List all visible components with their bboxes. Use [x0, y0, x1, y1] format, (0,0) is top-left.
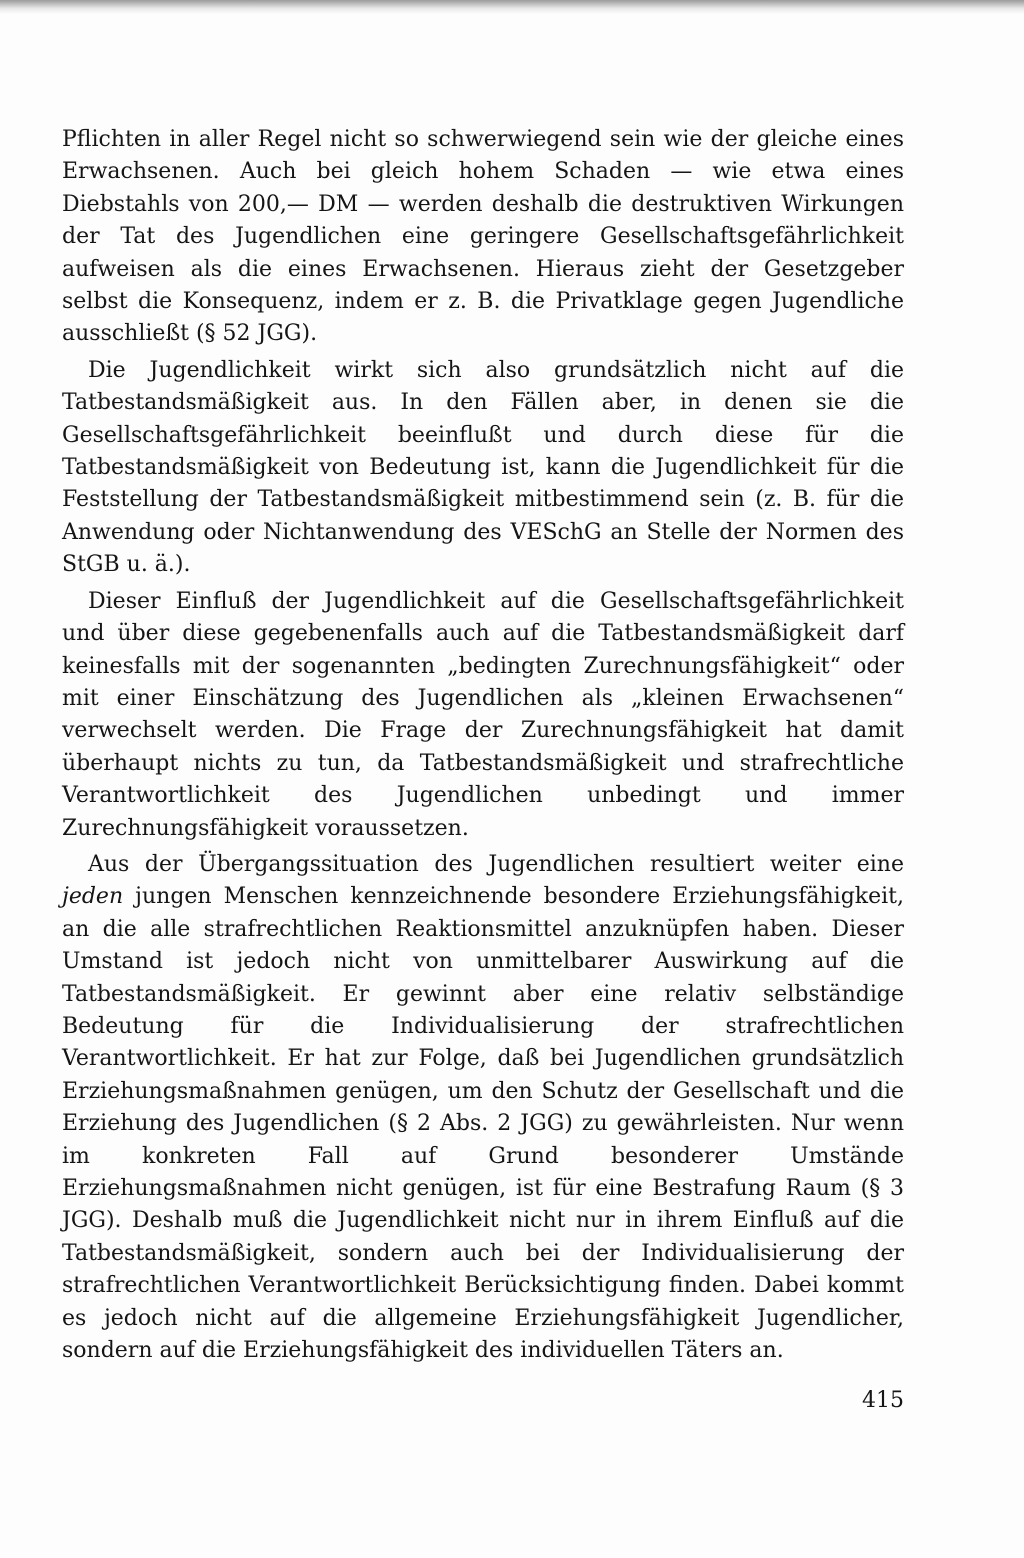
page-number: 415: [862, 1388, 904, 1413]
scan-edge: [0, 0, 1024, 14]
body-text: [62, 124, 904, 1371]
paragraph-4-before: Aus der Übergangssituation des Jugendlichen resultiert weiter eine: [88, 851, 904, 877]
paragraph-3: Dieser Einfluß der Jugendlichkeit auf die Gesellschaftsgefährlichkeit und über diese gegebenenfalls auch auf die Tatbestandsmäßigkeit darf keinesfalls mit der sogenannten „bedingten Zurechnungsfähigkeit“ oder mit einer Einschätzung des Jugendlichen als „kleinen Erwachsenen“ verwechselt werden. Die Frage der Zurechnungsfähigkeit hat damit überhaupt nichts zu tun, da Tatbestandsmäßigkeit und strafrechtliche Verantwortlichkeit des Jugendlichen unbedingt und immer Zurechnungsfähigkeit voraussetzen.: [62, 588, 904, 841]
paragraph-2: Die Jugendlichkeit wirkt sich also grundsätzlich nicht auf die Tatbestandsmäßigkeit aus. In den Fällen aber, in denen sie die Gesellschaftsgefährlichkeit beeinflußt und durch diese für die Tatbestandsmäßigkeit von Bedeutung ist, kann die Jugendlichkeit für die Feststellung der Tatbestandsmäßigkeit mitbestimmend sein (z. B. für die Anwendung oder Nichtanwendung des VESchG an Stelle der Normen des StGB u. ä.).: [62, 357, 904, 578]
paragraph-4: [62, 849, 904, 1368]
paragraph-1: Pflichten in aller Regel nicht so schwerwiegend sein wie der gleiche eines Erwachsenen. Auch bei gleich hohem Schaden — wie etwa eines Diebstahls von 200,— DM — werden deshalb die destruktiven Wirkungen der Tat des Jugendlichen eine geringere Gesellschaftsgefährlichkeit aufweisen als die eines Erwachsenen. Hieraus zieht der Gesetzgeber selbst die Konsequenz, indem er z. B. die Privatklage gegen Jugendliche ausschließt (§ 52 JGG).: [62, 127, 904, 347]
paragraph-4-emphasis: jeden: [62, 884, 124, 910]
paragraph-4-after: jungen Menschen kennzeichnende besondere Erziehungsfähigkeit, an die alle strafrechtlichen Reaktionsmittel anzuknüpfen haben. Dieser Umstand ist jedoch nicht von unmittelbarer Auswirkung auf die Tatbestandsmäßigkeit. Er gewinnt aber eine relativ selbständige Bedeutung für die Individualisierung der strafrechtlichen Verantwortlichkeit. Er hat zur Folge, daß bei Jugendlichen grundsätzlich Erziehungsmaßnahmen genügen, um den Schutz der Gesellschaft und die Erziehung des Jugendlichen (§ 2 Abs. 2 JGG) zu gewährleisten. Nur wenn im konkreten Fall auf Grund besonderer Umstände Erziehungsmaßnahmen nicht genügen, ist für eine Bestrafung Raum (§ 3 JGG). Deshalb muß die Jugendlichkeit nicht nur in ihrem Einfluß auf die Tatbestandsmäßigkeit, sondern auch bei der Individualisierung der strafrechtlichen Verantwortlichkeit Berücksichtigung finden. Dabei kommt es jedoch nicht auf die allgemeine Erziehungsfähigkeit Jugendlicher, sondern auf die Erziehungsfähigkeit des individuellen Täters an.: [62, 884, 904, 1364]
